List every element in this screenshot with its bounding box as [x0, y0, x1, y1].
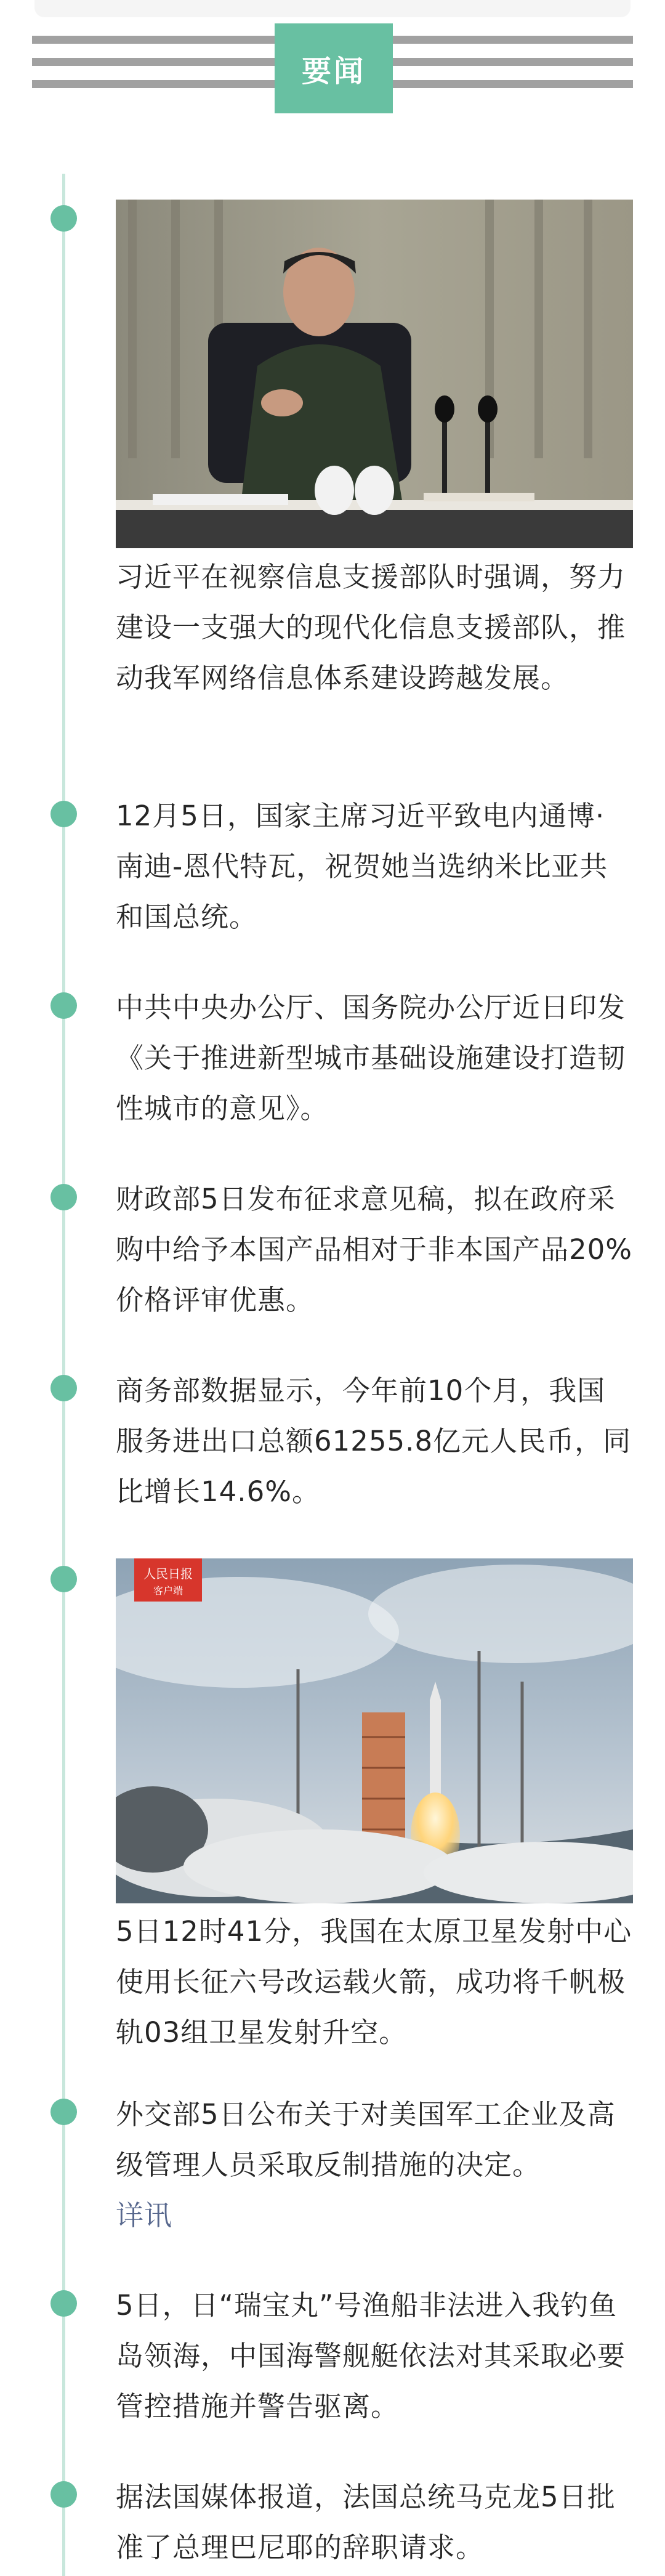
news-text: 财政部5日发布征求意见稿，拟在政府采购中给予本国产品相对于非本国产品20%价格评审优惠。	[116, 1183, 633, 1316]
section-header	[32, 22, 633, 115]
timeline-dot	[50, 205, 77, 232]
meeting-photo	[116, 200, 633, 548]
detail-link[interactable]: 详讯	[116, 2199, 173, 2232]
news-text: 商务部数据显示，今年前10个月，我国服务进出口总额61255.8亿元人民币，同比增长14.6%。	[116, 1374, 632, 1508]
svg-text:客户端: 客户端	[153, 1585, 183, 1597]
news-text: 习近平在视察信息支援部队时强调，努力建设一支强大的现代化信息支援部队，推动我军网络信息体系建设跨越发展。	[116, 561, 626, 694]
previous-card-bottom	[34, 0, 631, 17]
timeline-dot	[50, 992, 77, 1019]
timeline-dot	[50, 2481, 77, 2508]
rocket-launch-photo	[116, 1558, 633, 1903]
svg-text:人民日报: 人民日报	[143, 1566, 193, 1581]
section-title: 要闻	[275, 23, 393, 113]
news-photo-rocket[interactable]	[116, 1558, 633, 1903]
timeline-dot	[50, 1184, 77, 1210]
news-text: 12月5日，国家主席习近平致电内通博·南迪-恩代特瓦，祝贺她当选纳米比亚共和国总统。	[116, 800, 608, 933]
news-text-body: 外交部5日公布关于对美国军工企业及高级管理人员采取反制措施的决定。	[116, 2098, 616, 2181]
news-text: 中共中央办公厅、国务院办公厅近日印发《关于推进新型城市基础设施建设打造韧性城市的意见》。	[116, 991, 626, 1125]
timeline-dot	[50, 1375, 77, 1401]
timeline-dot	[50, 801, 77, 827]
news-text	[116, 2089, 633, 2241]
news-photo-meeting[interactable]	[116, 200, 633, 548]
timeline-dot	[50, 2099, 77, 2125]
news-text: 5日，日“瑞宝丸”号渔船非法进入我钓鱼岛领海，中国海警舰艇依法对其采取必要管控措施并警告驱离。	[116, 2289, 626, 2423]
news-text: 5日12时41分，我国在太原卫星发射中心使用长征六号改运载火箭，成功将千帆极轨03组卫星发射升空。	[116, 1915, 632, 2049]
news-text: 据法国媒体报道，法国总统马克龙5日批准了总理巴尼耶的辞职请求。	[116, 2481, 616, 2564]
timeline-dot	[50, 1566, 77, 1592]
timeline-dot	[50, 2290, 77, 2317]
